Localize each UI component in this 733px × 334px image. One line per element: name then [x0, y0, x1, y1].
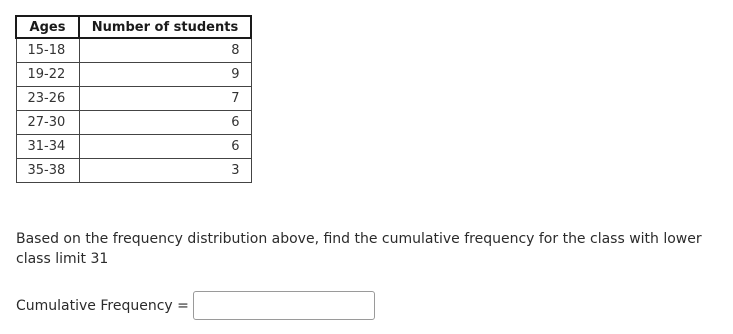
age-cell: 31-34: [16, 134, 79, 158]
count-cell: 6: [79, 134, 251, 158]
age-cell: 27-30: [16, 110, 79, 134]
cumulative-frequency-label: Cumulative Frequency =: [16, 297, 189, 314]
table-header-row: [16, 16, 251, 38]
count-cell: 6: [79, 110, 251, 134]
count-cell: 9: [79, 62, 251, 86]
table-row: [16, 134, 251, 158]
table-row: [16, 38, 251, 62]
count-cell: 8: [79, 38, 251, 62]
cumulative-frequency-input[interactable]: [193, 291, 375, 320]
table-row: [16, 62, 251, 86]
count-cell: 3: [79, 158, 251, 182]
table-row: [16, 158, 251, 182]
age-cell: 35-38: [16, 158, 79, 182]
question-text: Based on the frequency distribution above, find the cumulative frequency for the class with lower class limit 31: [16, 231, 702, 267]
table-row: [16, 110, 251, 134]
age-cell: 23-26: [16, 86, 79, 110]
column-header-students: Number of students: [79, 16, 251, 38]
age-cell: 19-22: [16, 62, 79, 86]
frequency-table: [15, 15, 252, 183]
answer-row: [16, 290, 375, 321]
age-cell: 15-18: [16, 38, 79, 62]
count-cell: 7: [79, 86, 251, 110]
column-header-ages: Ages: [16, 16, 79, 38]
table-row: [16, 86, 251, 110]
